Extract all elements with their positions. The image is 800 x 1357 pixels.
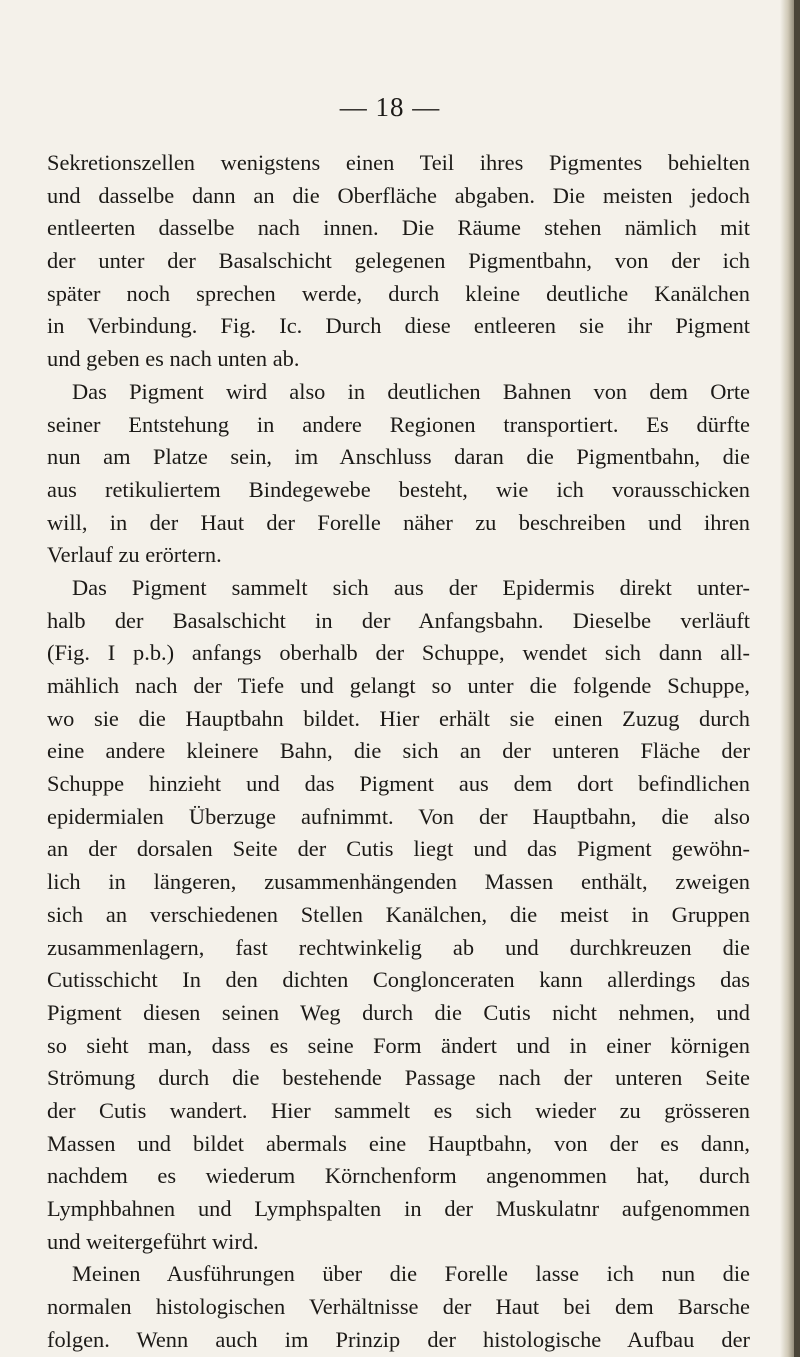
text-line: und geben es nach unten ab. — [47, 346, 300, 372]
text-line: Pigment diesen seinen Weg durch die Cutis nicht nehmen, und — [47, 999, 750, 1025]
text-line: so sieht man, dass es seine Form ändert und in einer körnigen — [47, 1032, 750, 1058]
text-line: halb der Basalschicht in der Anfangsbahn. Dieselbe verläuft — [47, 607, 750, 633]
text-line: entleerten dasselbe nach innen. Die Räume stehen nämlich mit — [47, 215, 750, 241]
text-line: in Verbindung. Fig. Ic. Durch diese entleeren sie ihr Pigment — [47, 313, 750, 339]
text-line: Lymphbahnen und Lymphspalten in der Muskulatnr aufgenommen — [47, 1196, 750, 1221]
text-line: zusammenlagern, fast rechtwinkelig ab und durchkreuzen die — [47, 934, 750, 960]
text-line: will, in der Haut der Forelle näher zu beschreiben und ihren — [47, 509, 750, 535]
text-line: seiner Entstehung in andere Regionen transportiert. Es dürfte — [47, 411, 750, 437]
text-line: Verlauf zu erörtern. — [47, 542, 222, 568]
text-line: mählich nach der Tiefe und gelangt so unter die folgende Schuppe, — [47, 673, 750, 698]
text-line: normalen histologischen Verhältnisse der Haut bei dem Barsche — [47, 1294, 750, 1320]
text-line: der unter der Basalschicht gelegenen Pigmentbahn, von der ich — [47, 248, 750, 274]
text-line: später noch sprechen werde, durch kleine deutliche Kanälchen — [47, 280, 750, 306]
text-line: Das Pigment sammelt sich aus der Epidermis direkt unter- — [72, 574, 750, 600]
text-line: lich in längeren, zusammenhängenden Massen enthält, zweigen — [47, 869, 750, 895]
text-line: folgen. Wenn auch im Prinzip der histologische Aufbau der — [47, 1326, 750, 1352]
text-line: nun am Platze sein, im Anschluss daran die Pigmentbahn, die — [47, 444, 750, 470]
text-line: Meinen Ausführungen über die Forelle lasse ich nun die — [72, 1261, 750, 1287]
text-line: Strömung durch die bestehende Passage nach der unteren Seite — [47, 1065, 750, 1091]
text-line: Sekretionszellen wenigstens einen Teil ihres Pigmentes behielten — [47, 150, 750, 175]
text-line: sich an verschiedenen Stellen Kanälchen, die meist in Gruppen — [47, 901, 750, 927]
page-number: — 18 — — [339, 92, 441, 122]
text-line: (Fig. I p.b.) anfangs oberhalb der Schuppe, wendet sich dann all- — [47, 640, 750, 666]
text-line: und dasselbe dann an die Oberfläche abgaben. Die meisten jedoch — [47, 182, 750, 208]
text-line: Massen und bildet abermals eine Hauptbahn, von der es dann, — [47, 1130, 750, 1156]
text-line: wo sie die Hauptbahn bildet. Hier erhält sie einen Zuzug durch — [47, 705, 750, 731]
text-line: epidermialen Überzuge aufnimmt. Von der Hauptbahn, die also — [47, 803, 750, 829]
text-line: Cutisschicht In den dichten Conglonceraten kann allerdings das — [47, 967, 750, 993]
text-line: eine andere kleinere Bahn, die sich an der unteren Fläche der — [47, 738, 750, 764]
text-line: an der dorsalen Seite der Cutis liegt und das Pigment gewöhn- — [47, 836, 750, 862]
text-line: Das Pigment wird also in deutlichen Bahnen von dem Orte — [72, 378, 750, 404]
text-line: aus retikuliertem Bindegewebe besteht, wie ich vorausschicken — [47, 476, 750, 502]
text-line: und weitergeführt wird. — [47, 1228, 259, 1254]
page-edge-border — [794, 0, 800, 1357]
text-line: Schuppe hinzieht und das Pigment aus dem dort befindlichen — [47, 771, 750, 797]
text-line: nachdem es wiederum Körnchenform angenommen hat, durch — [47, 1163, 750, 1189]
text-line: der Cutis wandert. Hier sammelt es sich wieder zu grösseren — [47, 1097, 750, 1123]
body-text — [47, 147, 750, 1356]
